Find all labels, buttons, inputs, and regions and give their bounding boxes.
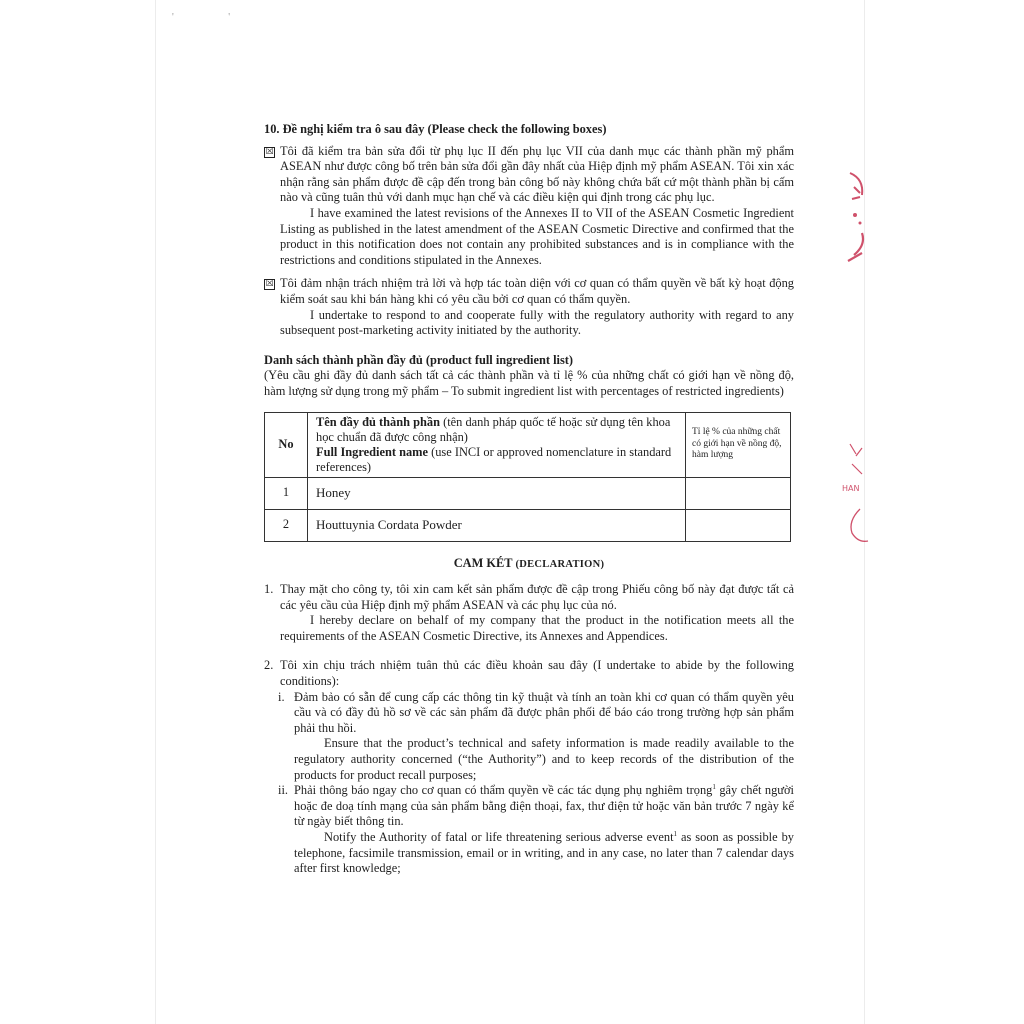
ingredient-table bbox=[264, 412, 791, 542]
subitem-i-label: i. bbox=[278, 689, 285, 704]
check-item-annexes bbox=[264, 144, 794, 269]
ingredient-list-heading: Danh sách thành phần đầy đủ (product full ingredient list) bbox=[264, 352, 574, 367]
subitem-ii-vi bbox=[294, 783, 794, 830]
ingredient-list-note: (Yêu cầu ghi đầy đủ danh sách tất cả các thành phần và tỉ lệ % của những chất có giới hạn về nồng độ, hàm lượng sử dụng trong mỹ phẩm – To submit ingredient list with percentages of restricted ingredients) bbox=[264, 368, 794, 398]
declaration-item-2-intro: Tôi xin chịu trách nhiệm tuân thủ các điều khoản sau đây (I undertake to abide by the following conditions): bbox=[280, 658, 794, 689]
checked-box-icon[interactable]: ☒ bbox=[265, 146, 274, 157]
ingredient-percentage bbox=[686, 477, 791, 509]
column-header-percentage: Tỉ lệ % của những chất có giới hạn về nồng độ, hàm lượng bbox=[686, 412, 791, 477]
seal-stamp-lower-graphic bbox=[842, 440, 872, 480]
declaration-item-1 bbox=[264, 582, 794, 644]
column-header-name-vi-rest: (tên danh pháp quốc tế hoặc sử dụng tên khoa học chuẩn đã được công nhận) bbox=[316, 414, 671, 444]
column-header-no: No bbox=[265, 412, 308, 477]
check-item-annexes-en: I have examined the latest revisions of the Annexes II to VII of the ASEAN Cosmetic Ingredient Listing as published in the latest amendment of the ASEAN Cosmetic Directive and confirmed that the product in this notification does not contain any prohibited substances and is in compliance with the restrictions and conditions stipulated in the Annexes. bbox=[280, 205, 794, 267]
declaration-title bbox=[264, 556, 794, 573]
table-row bbox=[265, 477, 791, 509]
declaration-subitem-i bbox=[264, 690, 794, 784]
seal-stamp-upper-graphic bbox=[840, 165, 870, 265]
subitem-i-vi: Đảm bảo có sẵn để cung cấp các thông tin kỹ thuật và tính an toàn khi cơ quan có thẩm quyền yêu cầu và có đầy đủ hồ sơ về các sản phẩm đã được phân phối để báo cáo trong trường hợp sản phẩm phải thu hồi. bbox=[294, 689, 794, 735]
declaration-subitem-ii bbox=[264, 783, 794, 877]
row-number: 2 bbox=[265, 509, 308, 541]
seal-stamp-lower bbox=[842, 440, 872, 550]
subitem-i-en: Ensure that the product’s technical and safety information is made readily available to the regulatory authority concerned (“the Authority”) and to keep records of the distribution of the products for product recall purposes; bbox=[294, 736, 794, 782]
section-10-title: 10. Đề nghị kiểm tra ô sau đây (Please check the following boxes) bbox=[264, 122, 607, 136]
declaration-item-1-number: 1. bbox=[264, 582, 274, 597]
check-item-cooperate bbox=[264, 276, 794, 338]
column-header-name-en-bold: Full Ingredient name bbox=[316, 444, 428, 459]
document-content bbox=[264, 122, 794, 877]
ingredient-name: Houttuynia Cordata Powder bbox=[308, 509, 686, 541]
subitem-ii-en bbox=[294, 830, 794, 877]
row-number: 1 bbox=[265, 477, 308, 509]
check-item-annexes-vi: Tôi đã kiểm tra bản sửa đổi từ phụ lục II đến phụ lục VII của danh mục các thành phần mỹ phẩm ASEAN như được công bố trên bản sửa đổi gần đây nhất của Hiệp định mỹ phẩm ASEAN. Tôi xin xác nhận rằng sản phẩm được đề cập đến trong bản công bố này không chứa bất cứ một thành phần bị cấm nào và cũng tuân thủ với danh mục hạn chế và các điều kiện qui định trong các phụ lục. bbox=[280, 143, 794, 205]
subitem-ii-en-b: as soon as possible by telephone, facsimile transmission, email or in writing, and in any case, no later than 7 calendar days after first knowledge; bbox=[294, 830, 794, 876]
column-header-name-vi-bold: Tên đầy đủ thành phần bbox=[316, 414, 440, 429]
scan-specks: ' ' bbox=[172, 12, 257, 23]
checked-box-icon[interactable]: ☒ bbox=[265, 279, 274, 290]
ingredient-name: Honey bbox=[308, 477, 686, 509]
seal-stamp-lower-label: HAN bbox=[842, 484, 860, 493]
table-row bbox=[265, 509, 791, 541]
subitem-ii-label: ii. bbox=[278, 783, 288, 798]
declaration-item-2 bbox=[264, 658, 794, 689]
declaration-title-vi: CAM KÉT bbox=[453, 555, 513, 570]
declaration-title-en: (DECLARATION) bbox=[515, 558, 605, 570]
subitem-ii-en-a: Notify the Authority of fatal or life threatening serious adverse event bbox=[324, 830, 674, 844]
check-item-cooperate-en: I undertake to respond to and cooperate fully with the regulatory authority with regard to any subsequent post-marketing activity initiated by the authority. bbox=[280, 307, 794, 338]
subitem-ii-vi-a: Phải thông báo ngay cho cơ quan có thẩm quyền về các tác dụng phụ nghiêm trọng bbox=[294, 783, 713, 798]
ingredient-table-header bbox=[265, 412, 791, 477]
declaration-item-1-en: I hereby declare on behalf of my company that the product in the notification meets all the requirements of the ASEAN Cosmetic Directive, its Annexes and Appendices. bbox=[280, 613, 794, 643]
declaration-item-1-vi: Thay mặt cho công ty, tôi xin cam kết sản phẩm được đề cập trong Phiếu công bố này đạt được tất cả các yêu cầu của Hiệp định mỹ phẩm ASEAN và các phụ lục của nó. bbox=[280, 582, 794, 612]
footnote-marker: 1 bbox=[712, 783, 716, 792]
column-header-name-en-rest: (use INCI or approved nomenclature in standard references) bbox=[316, 444, 672, 474]
declaration-item-2-number: 2. bbox=[264, 658, 274, 673]
footnote-marker: 1 bbox=[673, 829, 678, 838]
seal-stamp-lower-arc bbox=[842, 507, 872, 547]
column-header-name bbox=[308, 412, 686, 477]
seal-stamp-upper bbox=[840, 165, 870, 265]
subitem-ii-vi-b: gây chết người hoặc đe doạ tính mạng của sản phẩm bằng điện thoại, fax, thư điện tử hoặc văn bản trước 7 ngày kể từ ngày biết thông tin. bbox=[294, 783, 794, 829]
ingredient-percentage bbox=[686, 509, 791, 541]
check-item-cooperate-vi: Tôi đảm nhận trách nhiệm trả lời và hợp tác toàn diện với cơ quan có thẩm quyền về bất kỳ hoạt động kiểm soát sau khi bán hàng khi có yêu cầu bởi cơ quan có thẩm quyền. bbox=[280, 276, 794, 306]
